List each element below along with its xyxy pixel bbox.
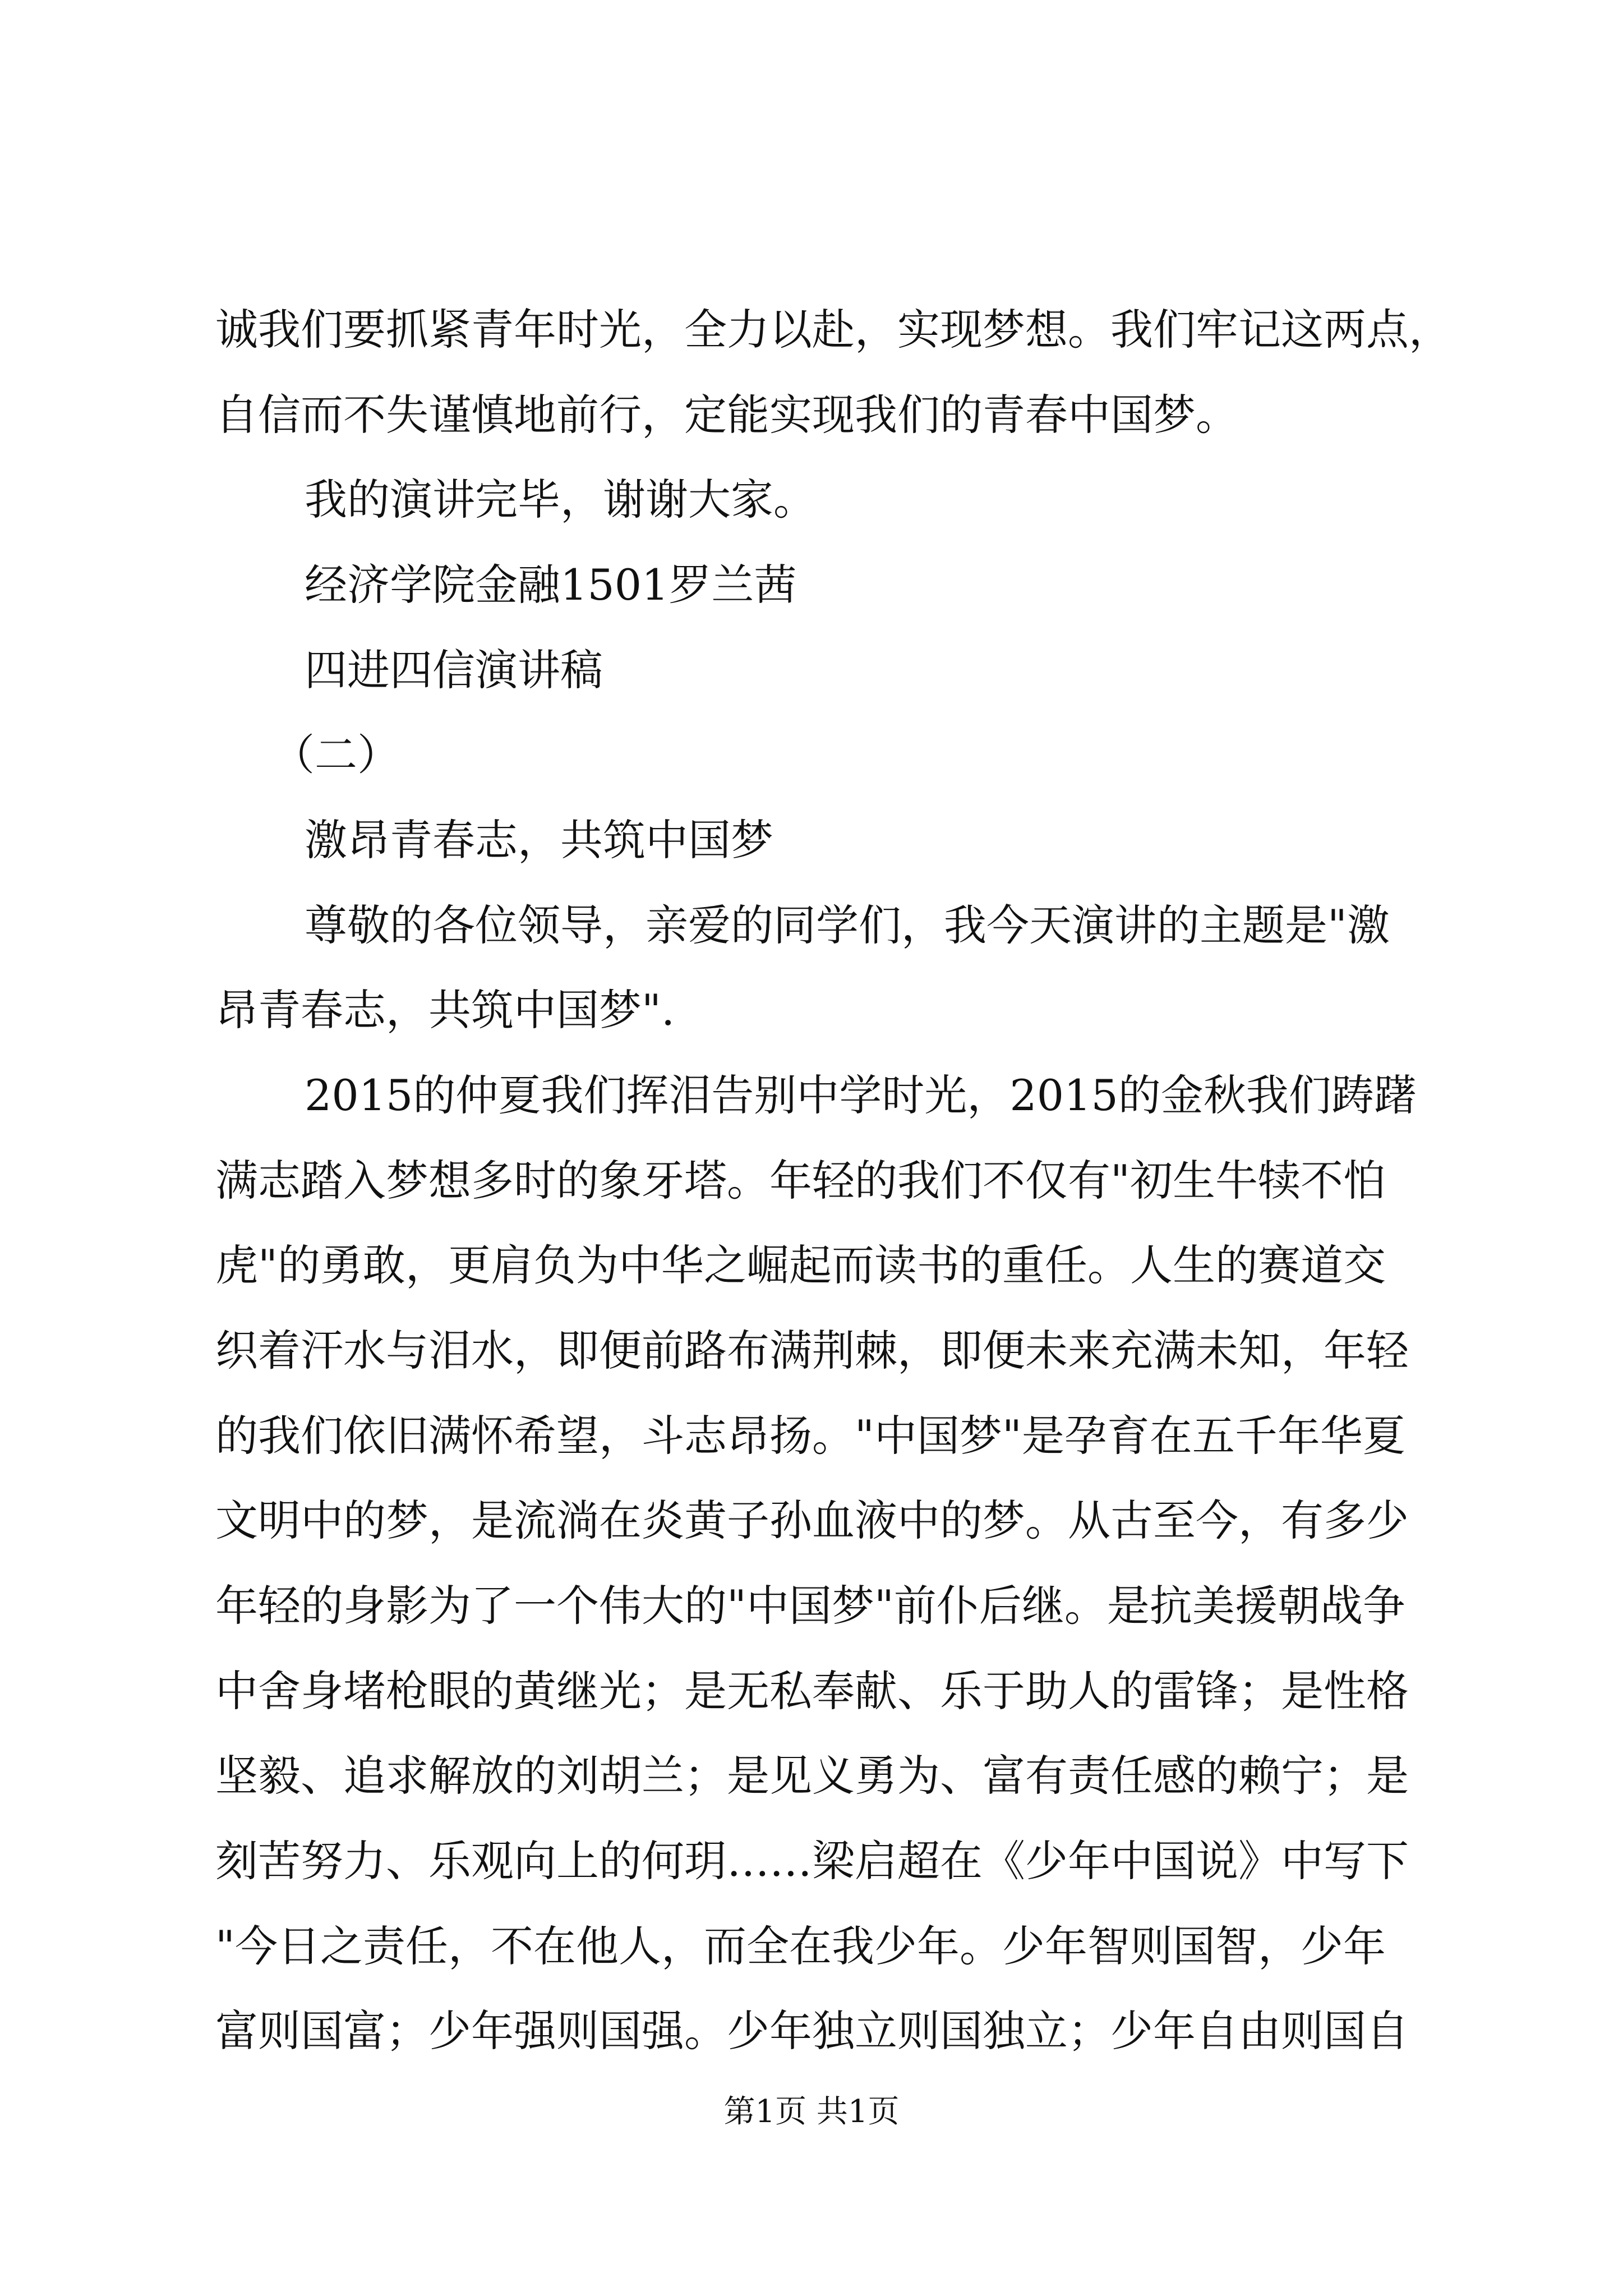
heading-title: 四进四信演讲稿 [305,645,603,695]
page-footer: 第1页 共1页 [723,2093,900,2130]
text-line: 年轻的身影为了一个伟大的"中国梦"前仆后继。是抗美援朝战争 [215,1581,1405,1631]
text-line: 刻苦努力、乐观向上的何玥……梁启超在《少年中国说》中写下 [215,1836,1409,1886]
text-line: 虎"的勇敢，更肩负为中华之崛起而读书的重任。人生的赛道交 [215,1240,1386,1290]
heading-subtitle: （二） [272,730,400,780]
text-line: 中舍身堵枪眼的黄继光；是无私奉献、乐于助人的雷锋；是性格 [215,1666,1409,1716]
text-line: 的我们依旧满怀希望，斗志昂扬。"中国梦"是孕育在五千年华夏 [215,1411,1405,1461]
text-line: 富则国富；少年强则国强。少年独立则国独立；少年自由则国自 [215,2006,1409,2056]
text-line: 2015的仲夏我们挥泪告别中学时光，2015的金秋我们踌躇 [305,1070,1417,1120]
text-line: 昂青春志，共筑中国梦". [215,985,675,1035]
text-line: 坚毅、追求解放的刘胡兰；是见义勇为、富有责任感的赖宁；是 [215,1751,1409,1801]
text-line: 自信而不失谨慎地前行，定能实现我们的青春中国梦。 [215,390,1238,440]
text-line: 尊敬的各位领导，亲爱的同学们，我今天演讲的主题是"激 [305,900,1390,950]
text-line: 我的演讲完毕，谢谢大家。 [305,475,816,524]
text-line: 诚我们要抓紧青年时光，全力以赴，实现梦想。我们牢记这两点， [215,305,1451,355]
text-line: 织着汗水与泪水，即便前路布满荆棘，即便未来充满未知，年轻 [215,1326,1409,1375]
text-line: "今日之责任，不在他人，而全在我少年。少年智则国智，少年 [215,1921,1386,1971]
speech-title: 激昂青春志，共筑中国梦 [305,815,773,865]
text-line: 文明中的梦，是流淌在炎黄子孙血液中的梦。从古至今，有多少 [215,1496,1409,1545]
signature-line: 经济学院金融1501罗兰茜 [305,560,797,610]
text-line: 满志踏入梦想多时的象牙塔。年轻的我们不仅有"初生牛犊不怕 [215,1156,1386,1205]
